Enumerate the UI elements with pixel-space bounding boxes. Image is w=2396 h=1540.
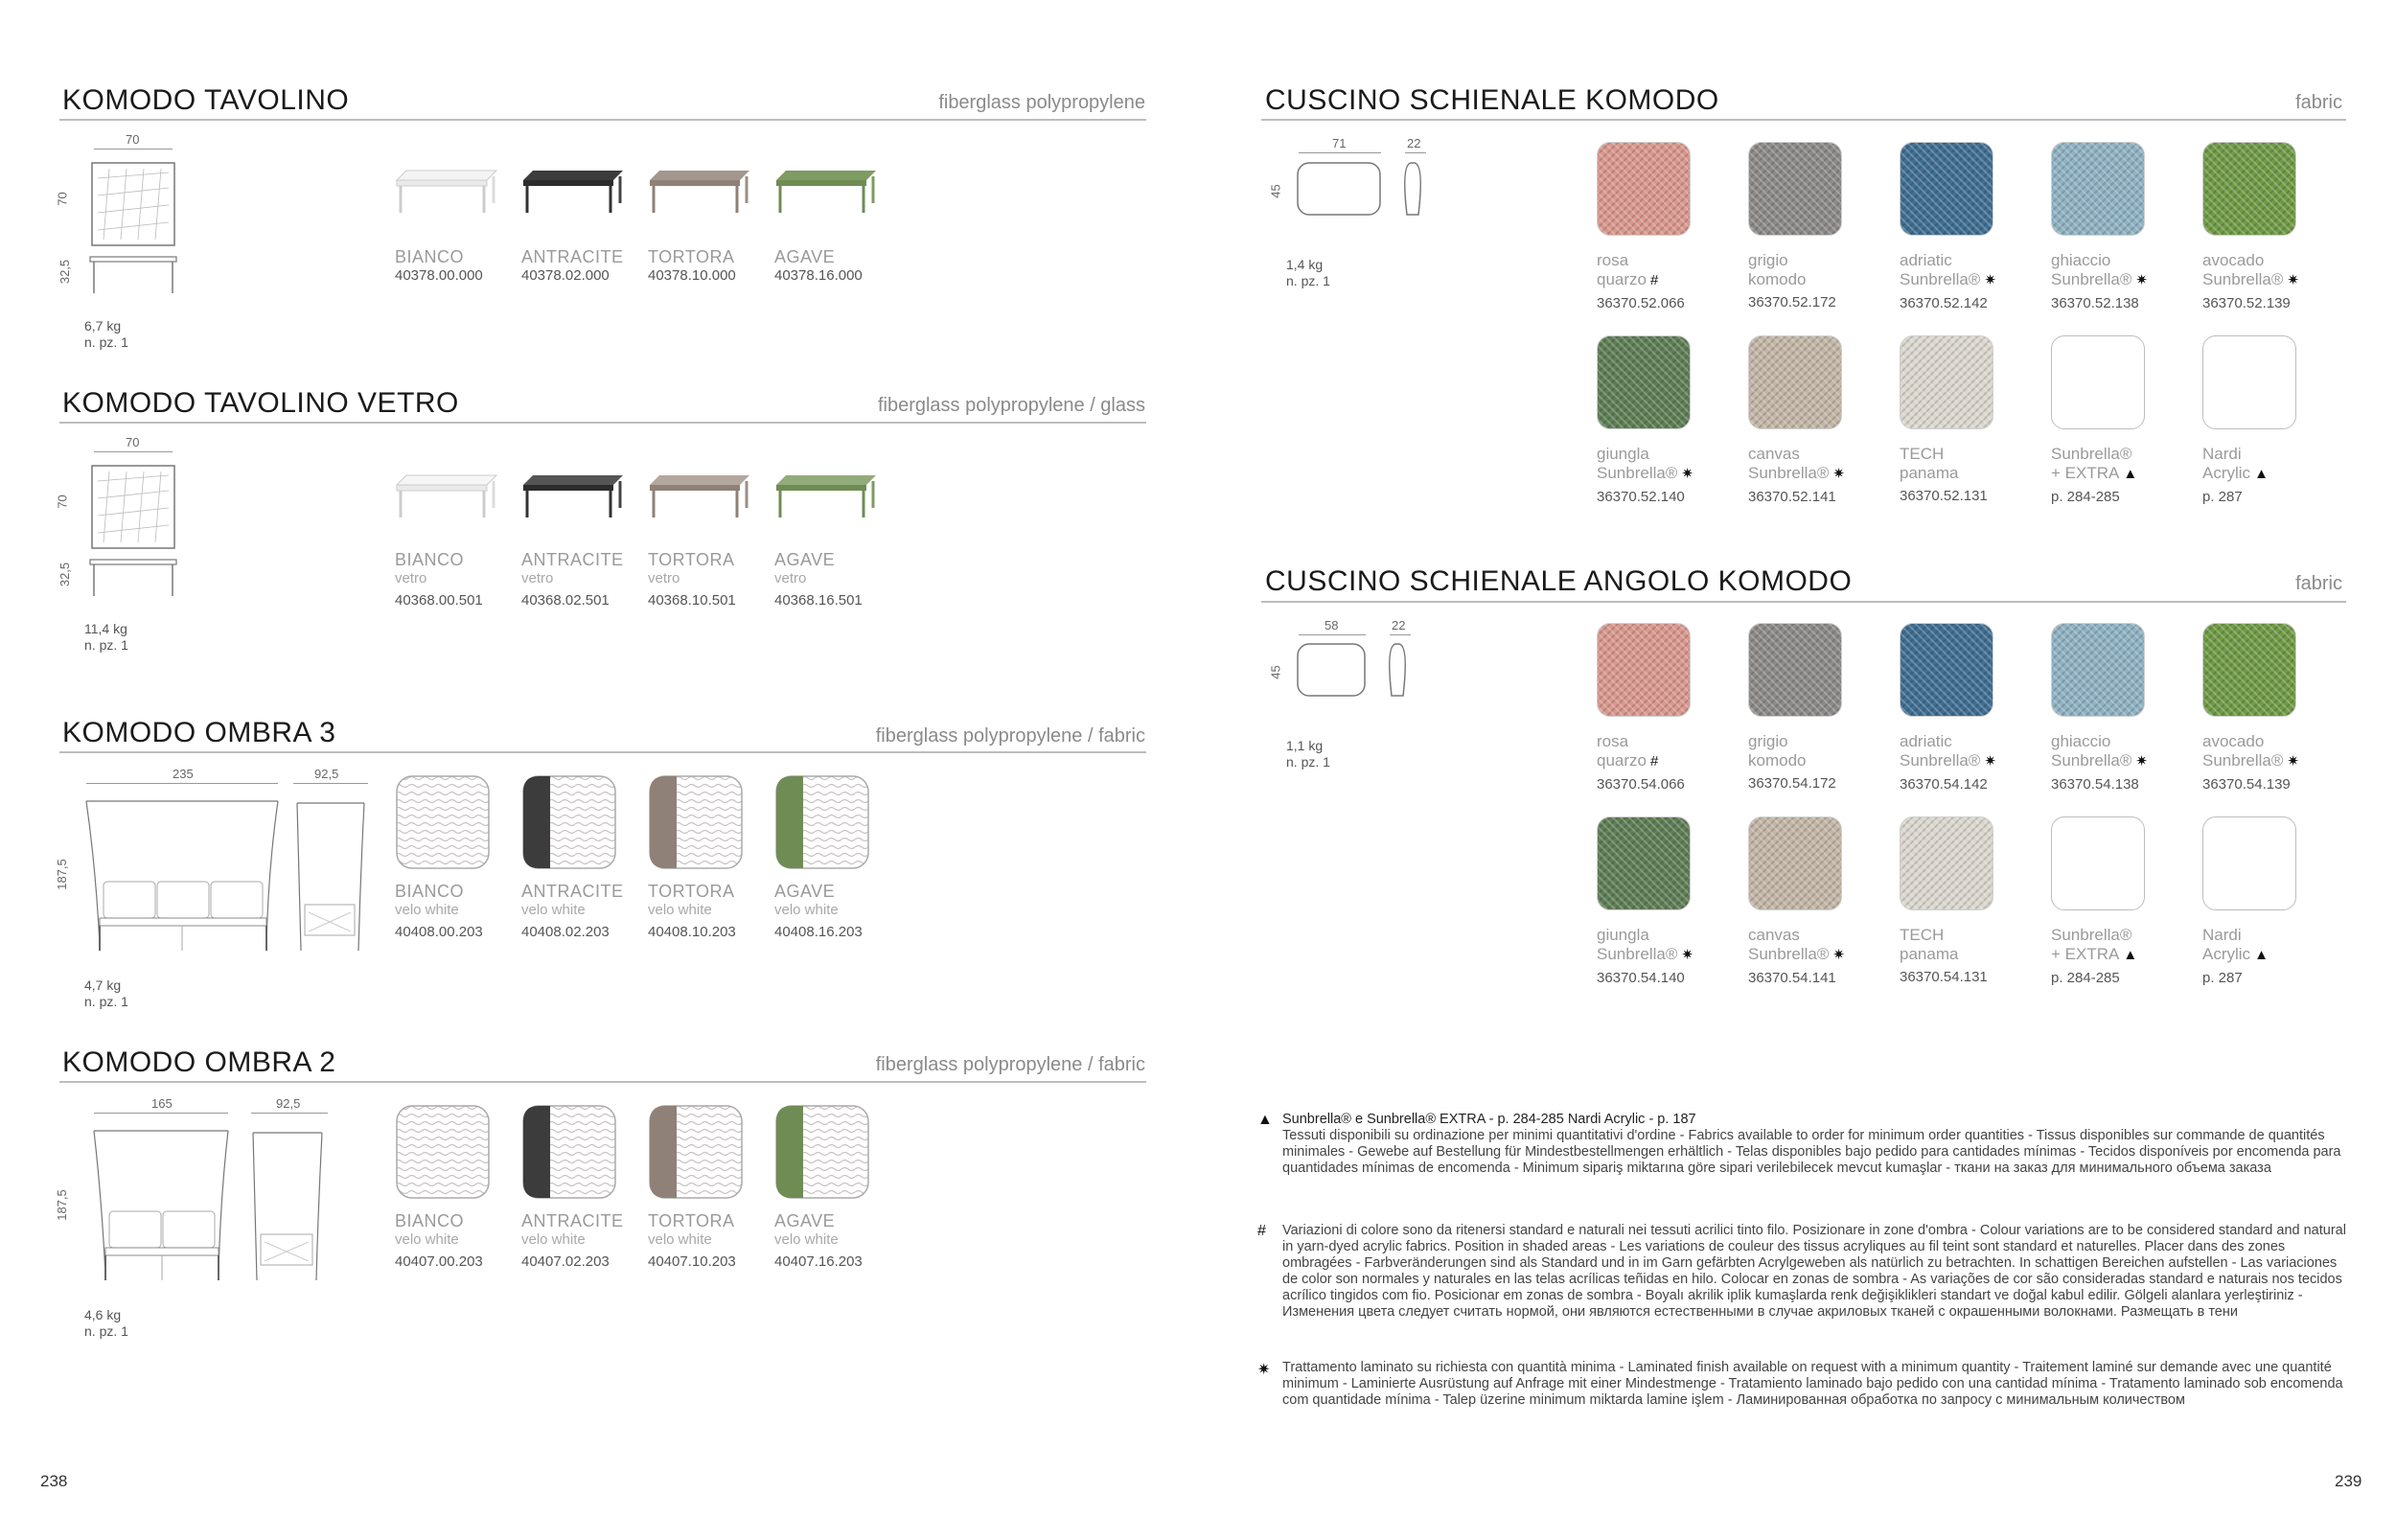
- section-material: fiberglass polypropylene / glass: [877, 395, 1145, 416]
- swatch-name: Sunbrella®: [2051, 926, 2132, 944]
- product-name: TORTORA: [648, 550, 735, 569]
- ombra-2-drawing: [88, 1121, 337, 1289]
- weight-value: 4,7 kg: [84, 977, 122, 993]
- swatch-code: 36370.52.141: [1748, 489, 1836, 505]
- dim-height: 32,5: [58, 562, 73, 587]
- swatch-type-label: quarzo: [1597, 751, 1647, 770]
- product-code: 40408.10.203: [648, 924, 736, 940]
- product-finish: vetro: [774, 570, 807, 586]
- dim-depth: 22: [1392, 618, 1406, 632]
- triangle-icon: ▲: [2254, 466, 2269, 482]
- swatch-name: grigio: [1748, 251, 1788, 269]
- asterisk-icon: ✷: [2135, 753, 2148, 770]
- fabric-swatch: [1900, 816, 1995, 985]
- swatch-sample: [1900, 623, 1993, 717]
- product-code: 40368.10.501: [648, 592, 736, 609]
- note-availability: [1282, 1112, 2346, 1177]
- dim-line: [1299, 152, 1381, 153]
- swatch-code: 36370.52.138: [2051, 295, 2139, 311]
- swatch-type: [2202, 270, 2298, 290]
- cushion-drawing: [1294, 159, 1438, 220]
- dim-line: [94, 451, 173, 452]
- fabric-swatch: [2202, 623, 2298, 793]
- swatch-name: giungla: [1597, 926, 1649, 944]
- swatch-code: 36370.52.142: [1900, 295, 1988, 311]
- product-name: BIANCO: [395, 247, 465, 266]
- weight-value: 11,4 kg: [84, 621, 127, 636]
- swatch-type-label: panama: [1900, 464, 1959, 482]
- product-finish: vetro: [521, 570, 554, 586]
- section-rule: [59, 422, 1146, 424]
- section-rule: [59, 751, 1146, 753]
- product-name: ANTRACITE: [521, 882, 624, 901]
- corner-cushion-drawing: [1294, 640, 1438, 701]
- swatch-sample: [2202, 142, 2296, 236]
- product-weight: [1286, 257, 1330, 289]
- dim-width: 70: [126, 435, 140, 449]
- fabric-swatch: [1597, 142, 1693, 311]
- ombra-bianco-image: [397, 776, 489, 868]
- swatch-sample: [1748, 816, 1842, 910]
- swatch-type: [1597, 270, 1693, 290]
- swatch-type: [1748, 464, 1844, 484]
- swatch-code: p. 287: [2202, 489, 2243, 505]
- dim-width: 71: [1332, 136, 1347, 150]
- pieces-value: n. pz. 1: [84, 994, 128, 1009]
- asterisk-icon: ✷: [2287, 272, 2299, 288]
- product-finish: velo white: [648, 1231, 712, 1248]
- dim-line: [293, 783, 368, 784]
- swatch-type-label: Acrylic: [2202, 464, 2251, 482]
- fabric-swatch: [1748, 816, 1844, 986]
- table-antracite-image: [523, 171, 623, 213]
- swatch-sample: [2202, 816, 2296, 910]
- product-finish: velo white: [648, 902, 712, 918]
- swatch-name: TECH: [1900, 445, 1945, 463]
- pieces-value: n. pz. 1: [1286, 754, 1330, 770]
- swatch-code: 36370.52.131: [1900, 488, 1988, 504]
- product-code: 40368.16.501: [774, 592, 863, 609]
- swatch-name: avocado: [2202, 251, 2265, 269]
- section-rule: [59, 119, 1146, 121]
- glass-table-tortora-image: [650, 475, 749, 517]
- swatch-code: 36370.54.131: [1900, 969, 1988, 985]
- note-body: Tessuti disponibili su ordinazione per minimi quantitativi d'ordine - Fabrics available to order for minimum order quantities - Tissus disponibles sur commande de quantités minimales - Gewebe auf Bestellung für Mindestbestellmengen erhältlich - Telas disponibles bajo pedido para cantidades mínimas - Tecidos disponíveis por encomenda para quantidades mínimas de encomenda - Minimum sipariş miktarına göre sipari verilebilecek mevcut kumaşlar - ткани на заказ для минимального объема заказа: [1282, 1128, 2341, 1176]
- product-agave: [774, 550, 899, 609]
- product-code: 40378.00.000: [395, 267, 483, 284]
- product-code: 40378.16.000: [774, 267, 863, 284]
- product-finish: velo white: [395, 902, 459, 918]
- product-code: 40407.10.203: [648, 1253, 736, 1270]
- swatch-type-label: Sunbrella®: [2051, 751, 2132, 770]
- swatch-code: 36370.54.141: [1748, 970, 1836, 986]
- swatch-type: [1748, 751, 1844, 770]
- swatch-type-label: + EXTRA: [2051, 945, 2120, 963]
- swatch-name: adriatic: [1900, 251, 1952, 269]
- product-code: 40378.02.000: [521, 267, 610, 284]
- asterisk-icon: ✷: [1984, 272, 1996, 288]
- dim-height: 187,5: [54, 859, 69, 890]
- dim-line: [86, 783, 278, 784]
- asterisk-icon: ✷: [1832, 947, 1845, 963]
- dim-line: [251, 1113, 328, 1114]
- swatch-type-label: Sunbrella®: [2202, 751, 2284, 770]
- dim-line: [1390, 634, 1411, 635]
- dim-width: 58: [1325, 618, 1339, 632]
- ombra-2-finish-images: [395, 1104, 893, 1204]
- weight-value: 1,1 kg: [1286, 738, 1324, 753]
- pieces-value: n. pz. 1: [84, 1323, 128, 1339]
- swatch-code: 36370.54.140: [1597, 970, 1685, 986]
- product-name: BIANCO: [395, 882, 465, 901]
- swatch-type: [1900, 270, 1995, 290]
- product-code: 40408.02.203: [521, 924, 610, 940]
- product-weight: [84, 318, 128, 351]
- product-tortora: [648, 550, 772, 609]
- swatch-code: 36370.54.142: [1900, 776, 1988, 793]
- note-laminated: [1282, 1360, 2346, 1409]
- swatch-sample: [1748, 142, 1842, 236]
- fabric-swatch: [2051, 623, 2147, 793]
- pieces-value: n. pz. 1: [1286, 273, 1330, 288]
- ombra-agave-image: [776, 776, 868, 868]
- dim-width: 235: [173, 767, 194, 781]
- swatch-code: p. 284-285: [2051, 489, 2120, 505]
- section-rule: [1261, 601, 2346, 603]
- product-code: 40378.10.000: [648, 267, 736, 284]
- fabric-swatch: [1597, 335, 1693, 505]
- swatch-sample: [1748, 335, 1842, 429]
- fabric-swatch: [1748, 623, 1844, 792]
- swatch-type: [1900, 945, 1995, 964]
- product-name: ANTRACITE: [521, 550, 624, 569]
- swatch-type-label: Sunbrella®: [1748, 464, 1830, 482]
- swatch-type: [1597, 751, 1693, 771]
- swatch-code: 36370.52.172: [1748, 294, 1836, 310]
- swatch-name: rosa: [1597, 251, 1629, 269]
- fabric-swatch: [2051, 335, 2147, 505]
- table-images: [393, 165, 891, 232]
- ombra-3-drawing: [81, 792, 378, 959]
- product-finish: velo white: [521, 902, 586, 918]
- fabric-swatch: [1748, 142, 1844, 310]
- section-title: KOMODO TAVOLINO: [62, 84, 350, 116]
- swatch-name: avocado: [2202, 732, 2265, 750]
- product-code: 40408.16.203: [774, 924, 863, 940]
- triangle-icon: ▲: [2254, 947, 2269, 963]
- product-code: 40407.02.203: [521, 1253, 610, 1270]
- swatch-sample: [1597, 335, 1691, 429]
- swatch-type-label: Sunbrella®: [1900, 270, 1981, 288]
- swatch-sample: [1597, 623, 1691, 717]
- swatch-sample: [1597, 816, 1691, 910]
- product-agave: [774, 882, 899, 940]
- swatch-type: [2051, 751, 2147, 771]
- product-finish: velo white: [774, 902, 839, 918]
- glass-table-bianco-image: [397, 475, 496, 517]
- dim-line: [1405, 152, 1426, 153]
- product-bianco: [395, 550, 519, 609]
- product-name: AGAVE: [774, 1211, 836, 1230]
- dim-line: [1299, 634, 1366, 635]
- triangle-icon: ▲: [1257, 1112, 1273, 1128]
- swatch-type-label: Sunbrella®: [1748, 945, 1830, 963]
- product-agave: [774, 247, 899, 284]
- asterisk-icon: ✷: [1681, 466, 1693, 482]
- product-name: AGAVE: [774, 247, 836, 266]
- swatch-type: [1748, 270, 1844, 289]
- swatch-name: Sunbrella®: [2051, 445, 2132, 463]
- fabric-swatch: [1597, 623, 1693, 793]
- section-material: fiberglass polypropylene: [938, 92, 1145, 113]
- swatch-sample: [1900, 816, 1993, 910]
- dim-line: [94, 1113, 228, 1114]
- asterisk-icon: ✷: [1681, 947, 1693, 963]
- swatch-code: p. 287: [2202, 970, 2243, 986]
- product-tortora: [648, 1211, 772, 1270]
- swatch-name: Nardi: [2202, 445, 2242, 463]
- product-name: ANTRACITE: [521, 247, 624, 266]
- table-bianco-image: [397, 171, 496, 213]
- dim-depth: 70: [55, 494, 70, 509]
- fabric-swatch: [2202, 816, 2298, 986]
- page-number-right: 239: [2335, 1472, 2362, 1490]
- table-tortora-image: [650, 171, 749, 213]
- product-weight: [84, 621, 128, 654]
- section-material: fiberglass polypropylene / fabric: [875, 1054, 1145, 1075]
- swatch-name: canvas: [1748, 926, 1800, 944]
- swatch-code: 36370.52.139: [2202, 295, 2291, 311]
- table-agave-image: [776, 171, 876, 213]
- product-antracite: [521, 1211, 646, 1270]
- dim-height: 45: [1268, 184, 1283, 198]
- product-name: BIANCO: [395, 550, 465, 569]
- dim-width: 70: [126, 132, 140, 147]
- swatch-type-label: Sunbrella®: [1597, 945, 1678, 963]
- hash-icon: #: [1649, 272, 1659, 288]
- product-weight: [84, 977, 128, 1010]
- pieces-value: n. pz. 1: [84, 637, 128, 653]
- asterisk-icon: ✷: [1832, 466, 1845, 482]
- note-body: Variazioni di colore sono da ritenersi standard e naturali nei tessuti acrilici tinto filo. Posizionare in zone d'ombra - Colour variations are to be considered standard and natural in yarn-dyed acrylic fabrics. Position in shaded areas - Les variations de couleur des tissus acryliques au fil teint sont standard et naturelles. Placer dans des zones ombragées - Farbveränderungen sind als Standard und in im Garn gefärbten Acrylgeweben als natürlich zu betrachten. In schattigen Bereichen aufstellen - Las variaciones de color son normales y naturales en las telas acrílicas teñidas en hilo. Colocar en zonas de sombra - As variações de cor são consideradas standard e naturais nos tecidos acrílico tingidos com fio. Posicionar em zonas de sombra - Boyalı akrilik iplik kumaşlarda renk değişiklikleri standart ve doğal kabul edilir. Gölgeli alanlara yerleştiriniz - Изменения цвета следует считать нормой, они являются естественными в случае акриловых тканей с окрашенными волокнами. Размещать в тени: [1282, 1223, 2346, 1320]
- swatch-type: [1748, 945, 1844, 965]
- fabric-swatch: [1900, 335, 1995, 504]
- weight-value: 4,6 kg: [84, 1307, 122, 1322]
- product-code: 40408.00.203: [395, 924, 483, 940]
- weight-value: 6,7 kg: [84, 318, 122, 333]
- weight-value: 1,4 kg: [1286, 257, 1324, 272]
- swatch-code: 36370.54.139: [2202, 776, 2291, 793]
- product-name: BIANCO: [395, 1211, 465, 1230]
- swatch-sample: [1748, 623, 1842, 717]
- fabric-swatch: [2051, 816, 2147, 986]
- swatch-code: 36370.54.138: [2051, 776, 2139, 793]
- ombra-antracite-image: [523, 776, 615, 868]
- swatch-type: [2202, 751, 2298, 771]
- dim-height: 32,5: [58, 259, 73, 285]
- swatch-name: Nardi: [2202, 926, 2242, 944]
- asterisk-icon: ✷: [1257, 1362, 1271, 1378]
- swatch-code: 36370.52.066: [1597, 295, 1685, 311]
- product-code: 40407.16.203: [774, 1253, 863, 1270]
- section-material: fabric: [2295, 92, 2342, 113]
- product-name: TORTORA: [648, 882, 735, 901]
- swatch-sample: [2202, 335, 2296, 429]
- ombra-3-finish-images: [395, 774, 893, 874]
- swatch-type: [1597, 464, 1693, 484]
- section-material: fiberglass polypropylene / fabric: [875, 725, 1145, 747]
- section-material: fabric: [2295, 573, 2342, 594]
- asterisk-icon: ✷: [2135, 272, 2148, 288]
- swatch-type-label: Acrylic: [2202, 945, 2251, 963]
- product-bianco: [395, 1211, 519, 1270]
- product-finish: vetro: [648, 570, 680, 586]
- glass-table-images: [393, 470, 891, 537]
- ombra2-tortora-image: [650, 1106, 742, 1198]
- product-finish: vetro: [395, 570, 427, 586]
- swatch-name: TECH: [1900, 926, 1945, 944]
- ombra2-agave-image: [776, 1106, 868, 1198]
- swatch-name: rosa: [1597, 732, 1629, 750]
- table-glass-drawing: [88, 462, 184, 606]
- swatch-type: [1597, 945, 1693, 965]
- swatch-sample: [1597, 142, 1691, 236]
- swatch-type-label: komodo: [1748, 270, 1807, 288]
- product-finish: velo white: [521, 1231, 586, 1248]
- product-weight: [84, 1307, 128, 1340]
- product-name: TORTORA: [648, 1211, 735, 1230]
- ombra-tortora-image: [650, 776, 742, 868]
- product-finish: velo white: [774, 1231, 839, 1248]
- product-name: AGAVE: [774, 550, 836, 569]
- swatch-type-label: komodo: [1748, 751, 1807, 770]
- section-rule: [59, 1081, 1146, 1083]
- swatch-type-label: Sunbrella®: [1597, 464, 1678, 482]
- asterisk-icon: ✷: [2287, 753, 2299, 770]
- swatch-name: grigio: [1748, 732, 1788, 750]
- fabric-swatch: [2202, 142, 2298, 311]
- swatch-code: 36370.54.172: [1748, 775, 1836, 792]
- table-drawing: [88, 159, 184, 303]
- asterisk-icon: ✷: [1984, 753, 1996, 770]
- swatch-type: [1900, 751, 1995, 771]
- swatch-name: ghiaccio: [2051, 732, 2111, 750]
- swatch-type-label: + EXTRA: [2051, 464, 2120, 482]
- swatch-name: giungla: [1597, 445, 1649, 463]
- fabric-swatch: [1748, 335, 1844, 505]
- section-title: KOMODO TAVOLINO VETRO: [62, 387, 459, 419]
- dim-height: 45: [1268, 665, 1283, 679]
- swatch-type-label: Sunbrella®: [2202, 270, 2284, 288]
- fabric-swatch: [1597, 816, 1693, 986]
- product-tortora: [648, 882, 772, 940]
- dim-depth: 22: [1407, 136, 1421, 150]
- product-name: ANTRACITE: [521, 1211, 624, 1230]
- product-antracite: [521, 882, 646, 940]
- ombra2-bianco-image: [397, 1106, 489, 1198]
- dim-depth: 92,5: [276, 1096, 301, 1111]
- swatch-type: [2202, 464, 2298, 484]
- dim-depth: 92,5: [314, 767, 339, 781]
- swatch-name: canvas: [1748, 445, 1800, 463]
- product-code: 40407.00.203: [395, 1253, 483, 1270]
- swatch-sample: [2051, 816, 2145, 910]
- section-title: CUSCINO SCHIENALE KOMODO: [1265, 84, 1719, 116]
- swatch-type-label: Sunbrella®: [1900, 751, 1981, 770]
- swatch-type-label: panama: [1900, 945, 1959, 963]
- page-number-left: 238: [40, 1472, 68, 1490]
- dim-depth: 70: [55, 192, 70, 206]
- fabric-swatch: [1900, 623, 1995, 793]
- swatch-code: p. 284-285: [2051, 970, 2120, 986]
- swatch-type: [2051, 270, 2147, 290]
- pieces-value: n. pz. 1: [84, 334, 128, 350]
- fabric-swatch: [1900, 142, 1995, 311]
- dim-width: 165: [151, 1096, 173, 1111]
- section-title: KOMODO OMBRA 2: [62, 1046, 336, 1078]
- product-antracite: [521, 550, 646, 609]
- product-finish: velo white: [395, 1231, 459, 1248]
- note-colour-variations: [1282, 1223, 2346, 1321]
- section-title: KOMODO OMBRA 3: [62, 717, 336, 748]
- swatch-code: 36370.54.066: [1597, 776, 1685, 793]
- swatch-type: [2202, 945, 2298, 965]
- swatch-sample: [2051, 335, 2145, 429]
- product-weight: [1286, 738, 1330, 770]
- swatch-sample: [1900, 142, 1993, 236]
- triangle-icon: ▲: [2123, 466, 2138, 482]
- product-code: 40368.02.501: [521, 592, 610, 609]
- glass-table-agave-image: [776, 475, 876, 517]
- product-bianco: [395, 882, 519, 940]
- swatch-sample: [1900, 335, 1993, 429]
- dim-height: 187,5: [54, 1189, 69, 1221]
- note-heading: Sunbrella® e Sunbrella® EXTRA - p. 284-285 Nardi Acrylic - p. 187: [1282, 1112, 1696, 1127]
- product-code: 40368.00.501: [395, 592, 483, 609]
- fabric-swatch: [2202, 335, 2298, 505]
- swatch-type-label: quarzo: [1597, 270, 1647, 288]
- swatch-code: 36370.52.140: [1597, 489, 1685, 505]
- product-bianco: [395, 247, 519, 284]
- section-rule: [1261, 119, 2346, 121]
- note-body: Trattamento laminato su richiesta con quantità minima - Laminated finish available on request with a minimum quantity - Traitement laminé sur demande avec une quantité minimum - Laminierte Ausrüstung auf Anfrage mit einer Mindestmenge - Tratamiento laminado bajo pedido con una cantidad mínima - Tratamento laminado sob encomenda com quantidade mínima - Talep üzerine minimum miktarda lamine işlem - Ламинированная обработка по запросу с минимальным количеством: [1282, 1360, 2343, 1408]
- swatch-sample: [2051, 623, 2145, 717]
- product-name: AGAVE: [774, 882, 836, 901]
- swatch-type-label: Sunbrella®: [2051, 270, 2132, 288]
- product-antracite: [521, 247, 646, 284]
- triangle-icon: ▲: [2123, 947, 2138, 963]
- ombra2-antracite-image: [523, 1106, 615, 1198]
- section-title: CUSCINO SCHIENALE ANGOLO KOMODO: [1265, 565, 1853, 597]
- hash-icon: #: [1649, 753, 1659, 770]
- swatch-type: [2051, 945, 2147, 965]
- swatch-sample: [2051, 142, 2145, 236]
- swatch-type: [2051, 464, 2147, 484]
- hash-icon: #: [1257, 1223, 1266, 1239]
- product-tortora: [648, 247, 772, 284]
- swatch-type: [1900, 464, 1995, 483]
- swatch-name: ghiaccio: [2051, 251, 2111, 269]
- product-name: TORTORA: [648, 247, 735, 266]
- swatch-sample: [2202, 623, 2296, 717]
- product-agave: [774, 1211, 899, 1270]
- fabric-swatch: [2051, 142, 2147, 311]
- glass-table-antracite-image: [523, 475, 623, 517]
- swatch-name: adriatic: [1900, 732, 1952, 750]
